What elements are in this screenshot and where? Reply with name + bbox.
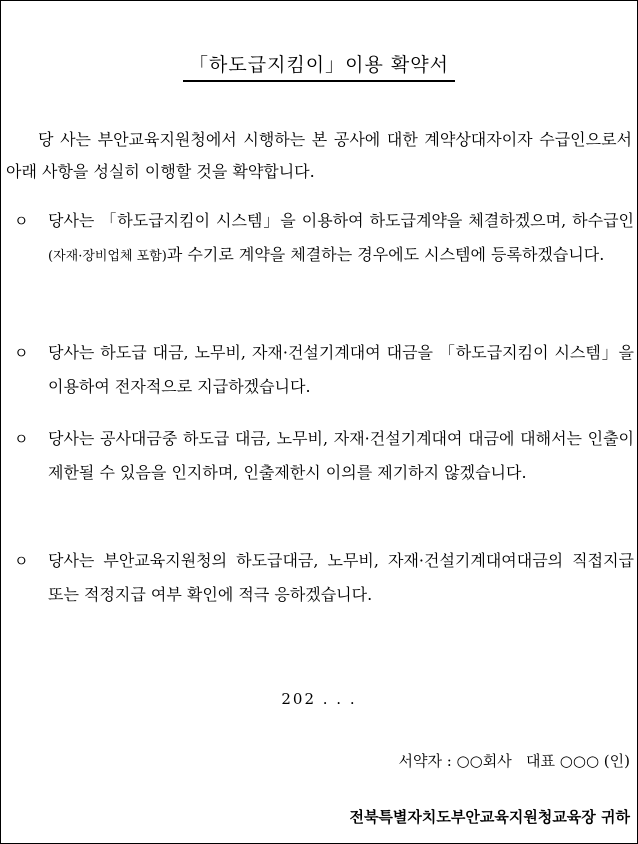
list-item [14, 204, 634, 274]
document-title: 「하도급지킴이」이용 확약서 [183, 50, 455, 82]
item-text-part: 당사는 부안교육지원청의 하도급대금, 노무비, 자재·건설기계대여대금의 직접지급 또는 적정지급 여부 확인에 적극 응하겠습니다. [48, 551, 634, 604]
item-text-part: 당사는 하도급 대금, 노무비, 자재·건설기계대여 대금을 「하도급지킴이 시스템」을 이용하여 전자적으로 지급하겠습니다. [48, 343, 634, 396]
date-line: 202 . . . [281, 690, 357, 708]
recipient-line: 전북특별자치도부안교육지원청교육장 귀하 [349, 808, 630, 826]
list-item-text [48, 544, 634, 612]
title-container [0, 50, 638, 82]
signer-line: 서약자 : ○○회사 대표 ○○○ (인) [398, 752, 630, 770]
item-text-part: 당사는 「하도급지킴이 시스템」을 이용하여 하도급계약을 체결하겠으며, 하수급인 [48, 211, 634, 230]
bullet-icon: ㅇ [14, 430, 29, 448]
list-item [14, 544, 634, 612]
intro-paragraph: 당 사는 부안교육지원청에서 시행하는 본 공사에 대한 계약상대자이자 수급인으로서 아래 사항을 성실히 이행할 것을 확약합니다. [6, 130, 632, 181]
list-item [14, 422, 634, 490]
list-item [14, 336, 634, 404]
bullet-icon: ㅇ [14, 212, 29, 230]
item-text-part: 과 수기로 계약을 체결하는 경우에도 시스템에 등록하겠습니다. [166, 245, 605, 264]
list-item-text [48, 204, 634, 274]
list-item-text [48, 422, 634, 490]
item-text-small: (자재·장비업체 포함) [48, 249, 167, 264]
item-text-part: 당사는 공사대금중 하도급 대금, 노무비, 자재·건설기계대여 대금에 대해서는 인출이 제한될 수 있음을 인지하며, 인출제한시 이의를 제기하지 않겠습니다. [48, 429, 634, 482]
bullet-icon: ㅇ [14, 344, 29, 362]
list-item-text [48, 336, 634, 404]
bullet-icon: ㅇ [14, 552, 29, 570]
